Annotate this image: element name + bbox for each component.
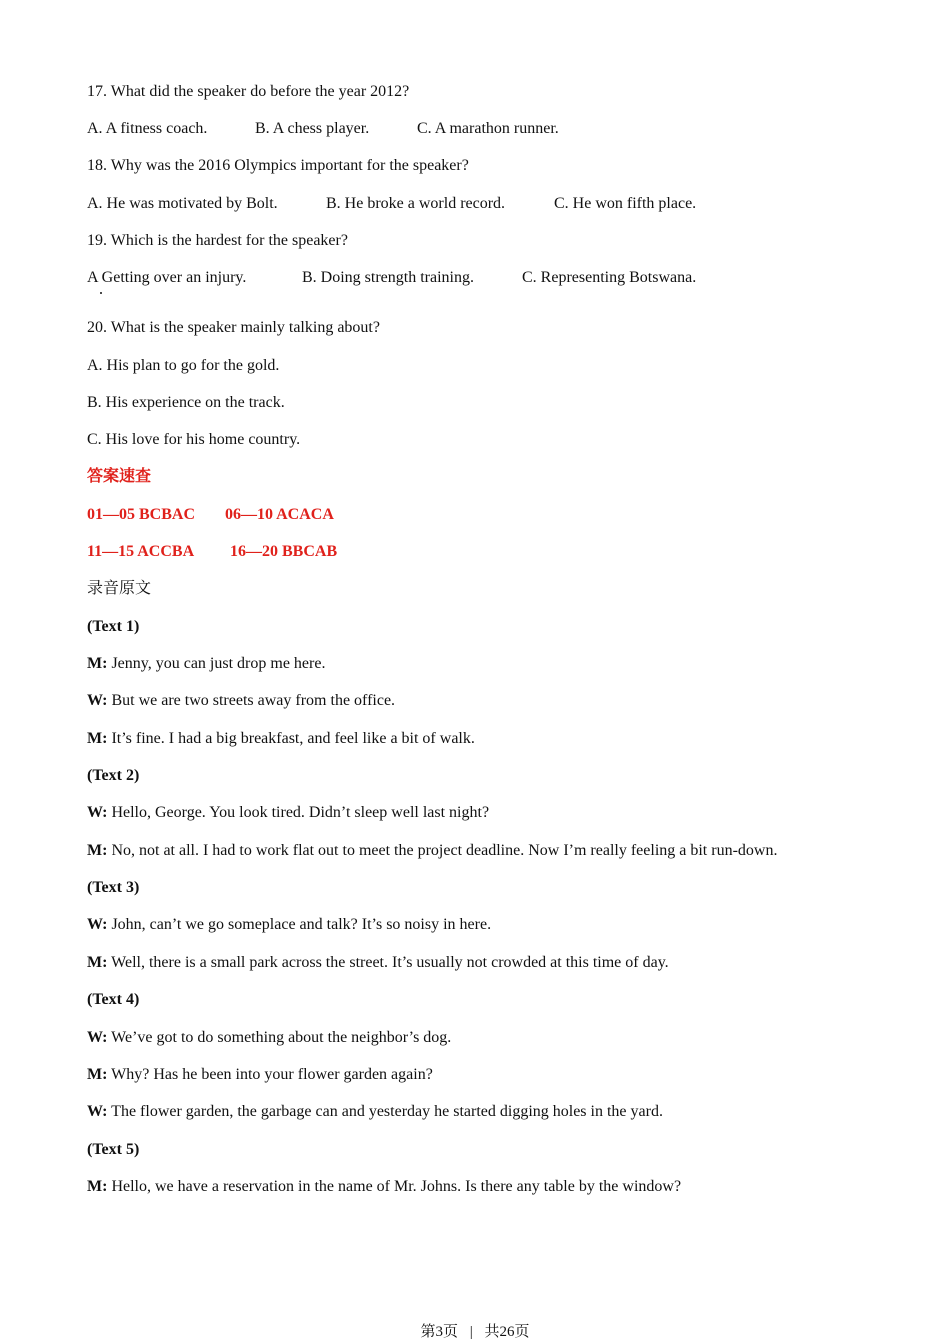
dialogue-line — [87, 953, 669, 973]
text-2-label: (Text 2) — [87, 767, 140, 784]
question-17-option-c: C. A marathon runner. — [417, 120, 559, 137]
dialogue-text: It’s fine. I had a big breakfast, and feel like a bit of walk. — [107, 730, 475, 747]
question-20-option-a: A. His plan to go for the gold. — [87, 357, 280, 374]
text-1-label: (Text 1) — [87, 618, 140, 635]
dialogue-line — [87, 691, 395, 711]
transcript-heading: 录音原文 — [87, 580, 152, 597]
speaker-label: W: — [87, 692, 108, 709]
speaker-label: W: — [87, 1029, 108, 1046]
question-19-option-a: A Getting over an injury. — [87, 269, 247, 286]
question-18-option-a: A. He was motivated by Bolt. — [87, 195, 278, 212]
page-number: 第3页 — [420, 1324, 458, 1340]
question-18-stem: 18. Why was the 2016 Olympics important for the speaker? — [87, 157, 469, 174]
answer-key-16-20: 16—20 BBCAB — [230, 543, 338, 560]
speaker-label: M: — [87, 954, 108, 971]
dialogue-text: Hello, George. You look tired. Didn’t sleep well last night? — [107, 804, 490, 821]
page-footer — [0, 1323, 950, 1341]
speaker-label: M: — [87, 730, 108, 747]
question-18-option-c: C. He won fifth place. — [554, 195, 697, 212]
dialogue-line — [87, 803, 489, 823]
text-3-label: (Text 3) — [87, 879, 140, 896]
question-17-option-a: A. A fitness coach. — [87, 120, 208, 137]
speaker-label: M: — [87, 1178, 108, 1195]
dialogue-text: John, can’t we go someplace and talk? It’s so noisy in here. — [107, 916, 492, 933]
answer-key-01-05: 01—05 BCBAC — [87, 506, 196, 523]
question-17-stem: 17. What did the speaker do before the year 2012? — [87, 83, 410, 100]
dialogue-text: Why? Has he been into your flower garden again? — [107, 1066, 433, 1083]
dialogue-text: Jenny, you can just drop me here. — [107, 655, 326, 672]
question-20-option-c: C. His love for his home country. — [87, 431, 301, 448]
dialogue-line — [87, 1028, 451, 1048]
question-19-option-c: C. Representing Botswana. — [522, 269, 697, 286]
dialogue-text: No, not at all. I had to work flat out to meet the project deadline. Now I’m really feeling a bit run-down. — [107, 842, 778, 859]
question-20-option-b: B. His experience on the track. — [87, 394, 285, 411]
dialogue-line — [87, 1102, 663, 1122]
dialogue-text: The flower garden, the garbage can and yesterday he started digging holes in the yard. — [107, 1103, 663, 1120]
dialogue-line — [87, 729, 475, 749]
page-total: 共26页 — [484, 1324, 530, 1340]
speaker-label: M: — [87, 842, 108, 859]
question-17-option-b: B. A chess player. — [255, 120, 370, 137]
speaker-label: M: — [87, 1066, 108, 1083]
answer-key-06-10: 06—10 ACACA — [225, 506, 334, 523]
speaker-label: M: — [87, 655, 108, 672]
dialogue-line — [87, 1177, 681, 1197]
stray-dot-mark — [100, 292, 102, 294]
dialogue-text: But we are two streets away from the office. — [107, 692, 396, 709]
speaker-label: W: — [87, 804, 108, 821]
answer-key-heading: 答案速查 — [87, 468, 152, 485]
speaker-label: W: — [87, 1103, 108, 1120]
dialogue-line — [87, 915, 491, 935]
footer-separator: | — [469, 1324, 473, 1340]
dialogue-line — [87, 841, 777, 861]
dialogue-text: Hello, we have a reservation in the name of Mr. Johns. Is there any table by the window? — [107, 1178, 682, 1195]
question-19-stem: 19. Which is the hardest for the speaker? — [87, 232, 348, 249]
dialogue-line — [87, 1065, 433, 1085]
dialogue-text: We’ve got to do something about the neighbor’s dog. — [107, 1029, 452, 1046]
speaker-label: W: — [87, 916, 108, 933]
answer-key-11-15: 11—15 ACCBA — [87, 543, 195, 560]
text-5-label: (Text 5) — [87, 1141, 140, 1158]
dialogue-line — [87, 654, 325, 674]
text-4-label: (Text 4) — [87, 991, 140, 1008]
question-20-stem: 20. What is the speaker mainly talking about? — [87, 319, 380, 336]
dialogue-text: Well, there is a small park across the street. It’s usually not crowded at this time of day. — [107, 954, 669, 971]
question-19-option-b: B. Doing strength training. — [302, 269, 474, 286]
question-18-option-b: B. He broke a world record. — [326, 195, 506, 212]
